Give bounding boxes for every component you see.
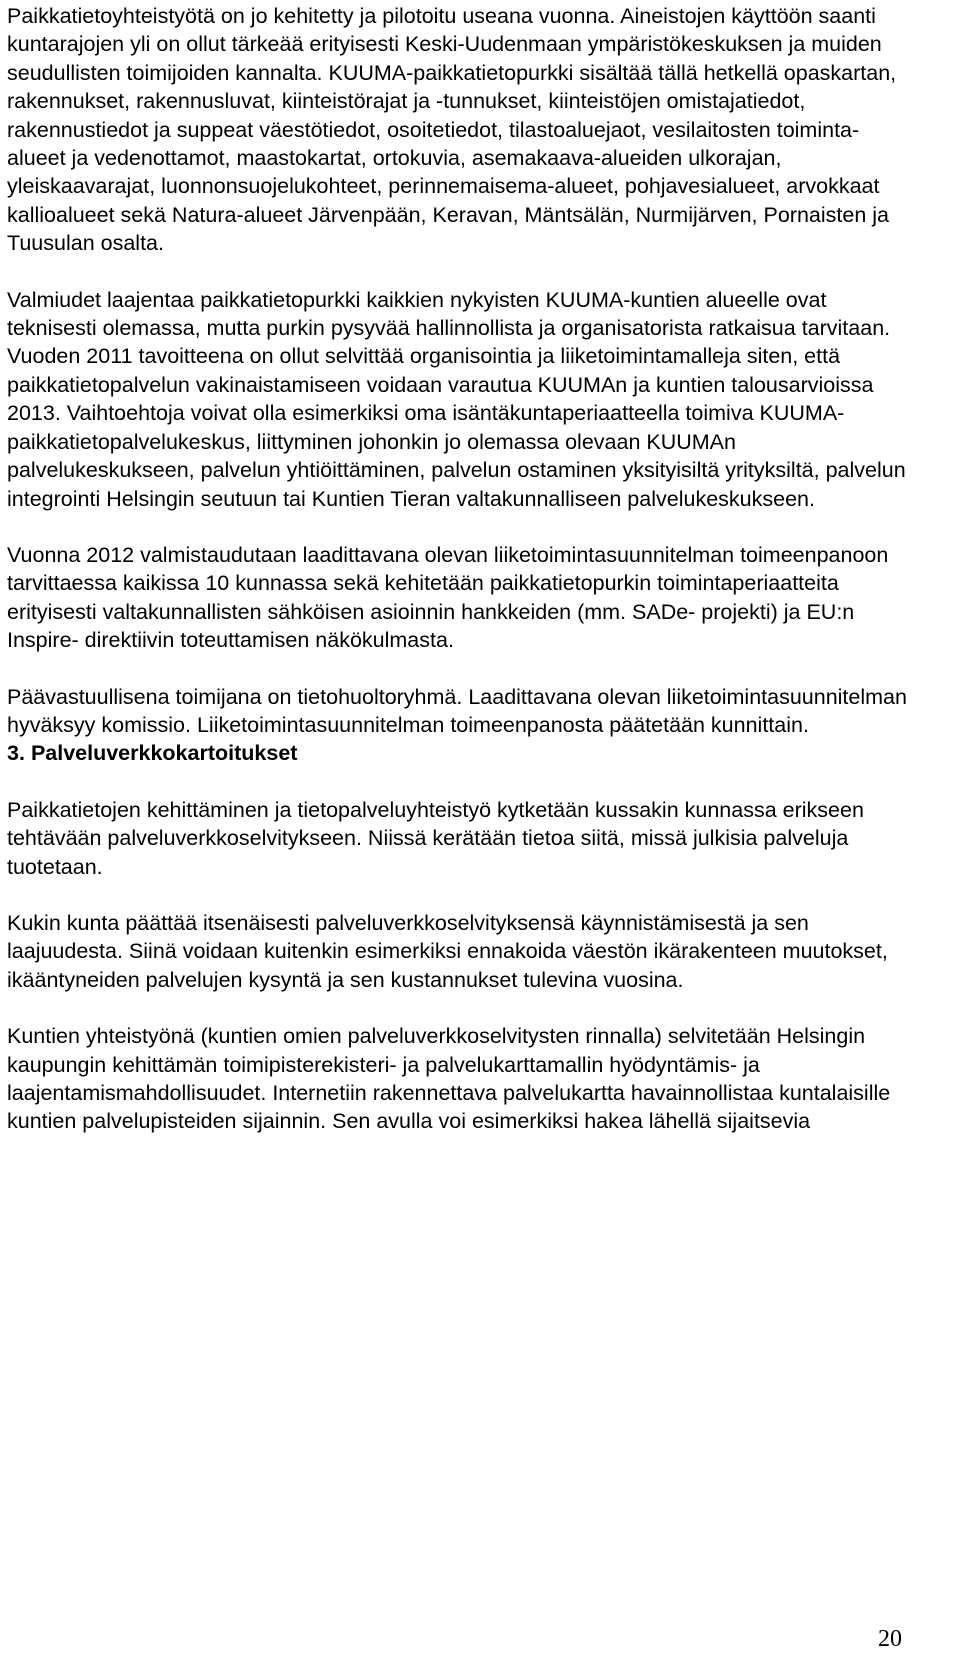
- paragraph-responsibility: Päävastuullisena toimijana on tietohuoltoryhmä. Laadittavana olevan liiketoimintasuunnitelman hyväksyy komissio. Liiketoimintasuunnitelman toimeenpanosta päätetään kunnittain.: [7, 684, 907, 737]
- section-title: Palveluverkkokartoitukset: [30, 741, 298, 766]
- page-number: 20: [878, 1626, 902, 1652]
- paragraph-paikkatietopurkki-content: Paikkatietoyhteistyötä on jo kehitetty ja pilotoitu useana vuonna. Aineistojen käyttöön saanti kuntarajojen yli on ollut tärkeää erityisesti Keski-Uudenmaan ympäristökeskuksen ja muiden seudullisten toimijoiden kannalta. KUUMA-paikkatietopurkki sisältää tällä hetkellä opaskartan, rakennukset, rakennusluvat, kiinteistörajat ja -tunnukset, kiinteistöjen omistajatiedot, rakennustiedot ja suppeat väestötiedot, osoitetiedot, tilastoaluejaot, vesilaitosten toiminta-alueet ja vedenottamot, maastokartat, ortokuvia, asemakaava-alueiden ulkorajan, yleiskaavarajat, luonnonsuojelukohteet, perinnemaisema-alueet, pohjavesialueet, arvokkaat kallioalueet sekä Natura-alueet Järvenpään, Keravan, Mäntsälän, Nurmijärven, Pornaisten ja Tuusulan osalta.: [7, 4, 897, 256]
- paragraph-expansion-plans: Valmiudet laajentaa paikkatietopurkki kaikkien nykyisten KUUMA-kuntien alueelle ovat teknisesti olemassa, mutta purkin pysyvää hallinnollista ja organisatorista ratkaisua tarvitaan. Vuoden 2011 tavoitteena on ollut selvittää organisointia ja liiketoimintamalleja siten, että paikkatietopalvelun vakinaistamiseen voidaan varautua KUUMAn ja kuntien talousarvioissa 2013. Vaihtoehtoja voivat olla esimerkiksi oma isäntäkuntaperiaatteella toimiva KUUMA-paikkatietopalvelukeskus, liittyminen johonkin jo olemassa olevaan KUUMAn palvelukeskukseen, palvelun yhtiöittäminen, palvelun ostaminen yksityisiltä yrityksiltä, palvelun integrointi Helsingin seutuun tai Kuntien Tieran valtakunnalliseen palvelukeskukseen.: [7, 287, 906, 511]
- paragraph-municipal-decision: Kukin kunta päättää itsenäisesti palveluverkkoselvityksensä käynnistämisestä ja sen laajuudesta. Siinä voidaan kuitenkin esimerkiksi ennakoida väestön ikärakenteen muutokset, ikääntyneiden palvelujen kysyntä ja sen kustannukset tulevina vuosina.: [7, 910, 888, 992]
- section-number: 3.: [7, 741, 25, 766]
- paragraph-service-network-intro: Paikkatietojen kehittäminen ja tietopalveluyhteistyö kytketään kussakin kunnassa erikseen tehtävään palveluverkkoselvitykseen. Niissä kerätään tietoa siitä, missä julkisia palveluja tuotetaan.: [7, 797, 864, 879]
- document-page: [7, 2, 907, 1136]
- section-heading: [7, 739, 907, 767]
- paragraph-cooperation: Kuntien yhteistyönä (kuntien omien palveluverkkoselvitysten rinnalla) selvitetään Helsingin kaupungin kehittämän toimipisterekisteri- ja palvelukarttamallin hyödyntämis- ja laajentamismahdollisuudet. Internetiin rakennettava palvelukartta havainnollistaa kuntalaisille kuntien palvelupisteiden sijainnin. Sen avulla voi esimerkiksi hakea lähellä sijaitsevia: [7, 1024, 891, 1134]
- paragraph-2012-plans: Vuonna 2012 valmistaudutaan laadittavana olevan liiketoimintasuunnitelman toimeenpanoon tarvittaessa kaikissa 10 kunnassa sekä kehitetään paikkatietopurkin toimintaperiaatteita erityisesti valtakunnallisten sähköisen asioinnin hankkeiden (mm. SADe- projekti) ja EU:n Inspire- direktiivin toteuttamisen näkökulmasta.: [7, 542, 889, 653]
